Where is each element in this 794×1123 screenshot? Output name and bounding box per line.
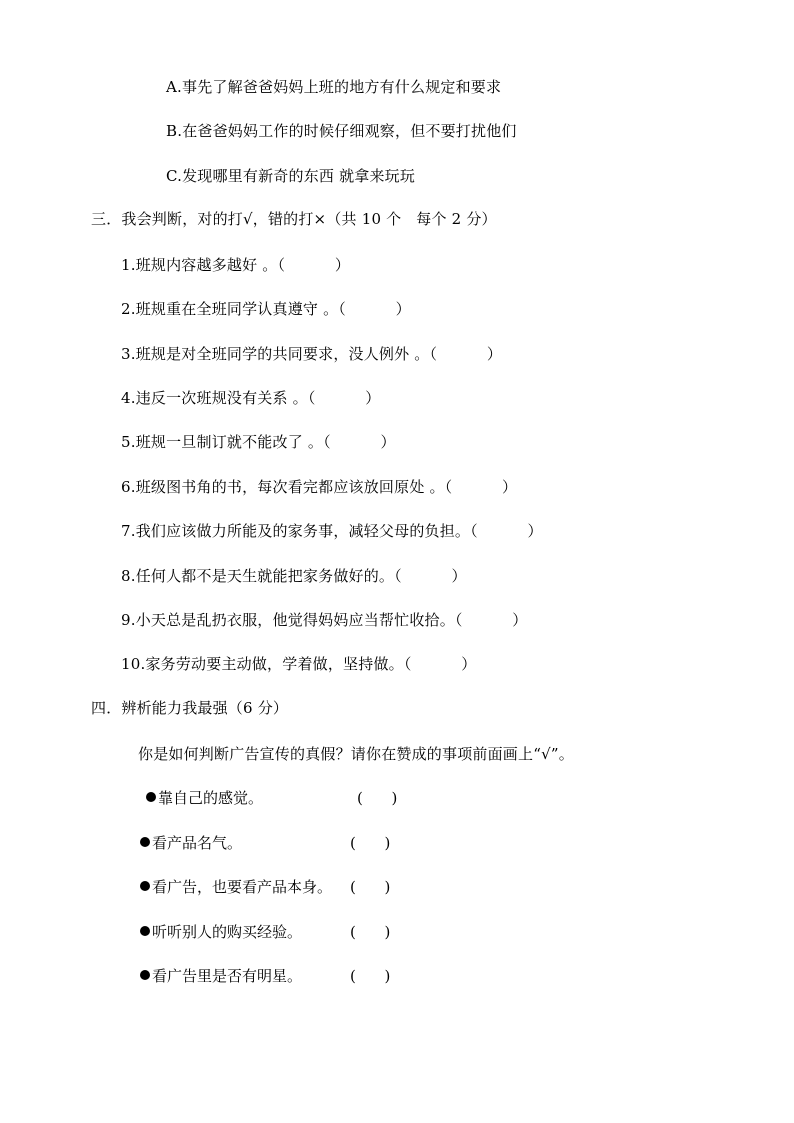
judge-item-5: 5.班规一旦制订就不能改了 。（ ） — [121, 433, 396, 451]
section-3-heading: 三．我会判断，对的打√，错的打×（共 10 个 每个 2 分） — [91, 210, 497, 228]
judge-item-3: 3.班规是对全班同学的共同要求，没人例外 。（ ） — [121, 345, 503, 363]
choice-2-text: 看产品名气。 — [152, 834, 243, 852]
judge-item-8: 8.任何人都不是天生就能把家务做好的。（ ） — [121, 567, 467, 585]
option-b: B.在爸爸妈妈工作的时候仔细观察，但不要打扰他们 — [166, 122, 517, 140]
choice-5 — [140, 967, 302, 985]
option-c: C.发现哪里有新奇的东西 就拿来玩玩 — [166, 167, 416, 185]
judge-item-7: 7.我们应该做力所能及的家务事，减轻父母的负担。（ ） — [121, 522, 543, 540]
bullet-icon — [140, 926, 150, 936]
bullet-icon — [140, 881, 150, 891]
judge-item-10: 10.家务劳动要主动做，学着做，坚持做。（ ） — [121, 655, 477, 673]
bullet-icon — [140, 970, 150, 980]
judge-item-1: 1.班规内容越多越好 。（ ） — [121, 256, 351, 274]
section-4-intro: 你是如何判断广告宣传的真假？请你在赞成的事项前面画上“√”。 — [138, 745, 574, 763]
choice-1-answer-paren: ( ) — [357, 789, 398, 807]
judge-item-6: 6.班级图书角的书，每次看完都应该放回原处 。（ ） — [121, 478, 518, 496]
choice-3-answer-paren: ( ) — [350, 878, 391, 896]
choice-4-answer-paren: ( ) — [350, 923, 391, 941]
choice-1-text: 靠自己的感觉。 — [158, 789, 264, 807]
choice-2 — [140, 834, 242, 852]
bullet-icon — [140, 837, 150, 847]
choice-3 — [140, 878, 332, 896]
judge-item-9: 9.小天总是乱扔衣服，他觉得妈妈应当帮忙收拾。（ ） — [121, 611, 528, 629]
choice-5-answer-paren: ( ) — [350, 967, 391, 985]
choice-4 — [140, 923, 302, 941]
bullet-icon — [146, 792, 156, 802]
choice-2-answer-paren: ( ) — [350, 834, 391, 852]
section-4-heading: 四．辨析能力我最强（6 分） — [91, 699, 289, 717]
choice-1 — [146, 789, 263, 807]
choice-5-text: 看广告里是否有明星。 — [152, 967, 303, 985]
option-a: A.事先了解爸爸妈妈上班的地方有什么规定和要求 — [166, 78, 502, 96]
judge-item-4: 4.违反一次班规没有关系 。（ ） — [121, 389, 381, 407]
choice-3-text: 看广告，也要看产品本身。 — [152, 878, 333, 896]
judge-item-2: 2.班规重在全班同学认真遵守 。（ ） — [121, 300, 411, 318]
choice-4-text: 听听别人的购买经验。 — [152, 923, 303, 941]
